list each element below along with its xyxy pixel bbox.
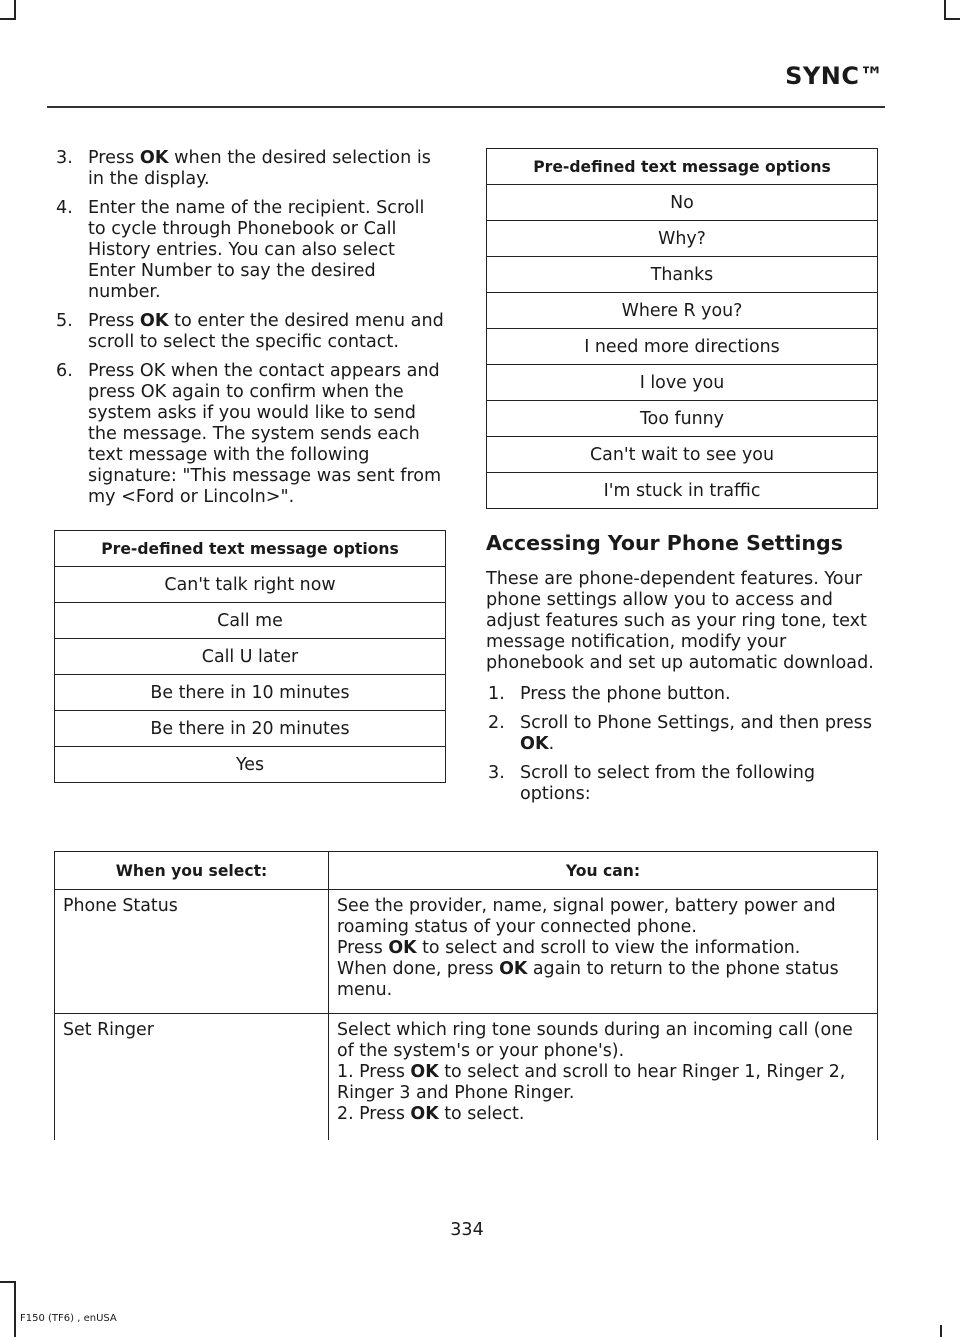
step-text: Press [88,311,140,331]
list-item [54,311,446,353]
line-bold-text: OK [499,959,528,979]
message-option: I love you [487,365,878,401]
crop-mark [14,0,16,20]
message-option: Why? [487,221,878,257]
message-option: Yes [55,747,446,783]
step-number: 2. [488,713,505,733]
line-text-end: to select. [438,1104,525,1124]
message-option: Call U later [55,639,446,675]
line-text: See the provider, name, signal power, battery power and roaming status of your connected phone. [337,896,836,937]
table-row [487,437,878,473]
phone-settings-table [54,851,878,1140]
description-line [337,938,869,959]
step-text: Press [88,148,140,168]
right-steps-list [486,684,878,805]
table-row [487,329,878,365]
line-text: Select which ring tone sounds during an incoming call (one of the system's or your phone's). [337,1020,853,1061]
predefined-messages-table-1 [54,530,446,783]
message-option: Thanks [487,257,878,293]
message-option: Be there in 10 minutes [55,675,446,711]
list-item [486,763,878,805]
table-header: Pre-defined text message options [55,531,446,567]
settings-table-wrapper [54,851,878,1140]
setting-name: Phone Status [55,890,329,1014]
message-option: Too funny [487,401,878,437]
step-text-end: to enter the desired menu and scroll to select the specific contact. [88,311,444,352]
description-line [337,896,869,938]
message-option: No [487,185,878,221]
table-row [55,567,446,603]
col-header-can: You can: [329,852,878,890]
table-row [487,473,878,509]
description-line [337,1062,869,1104]
step-bold-text: OK [139,311,169,331]
setting-description [329,890,878,1014]
message-option: Can't wait to see you [487,437,878,473]
description-line [337,959,869,1001]
crop-mark [14,1281,16,1337]
step-number: 6. [56,361,73,381]
setting-description [329,1014,878,1141]
list-item [486,684,878,705]
message-option: Where R you? [487,293,878,329]
message-option: Call me [55,603,446,639]
line-text-end: to select and scroll to view the information. [416,938,801,958]
table-row [487,185,878,221]
list-item [54,361,446,508]
step-number: 3. [56,148,73,168]
line-bold-text: OK [410,1104,439,1124]
table-row [55,603,446,639]
table-row [55,711,446,747]
crop-mark [940,1325,942,1337]
line-text: 2. Press [337,1104,411,1124]
list-item [54,148,446,190]
step-text: Press OK when the contact appears and press OK again to confirm when the system asks if you would like to send the message. The system sends each text message with the following signature: "This message was sent from my <Ford or Lincoln>". [88,361,442,507]
left-column [54,148,446,783]
table-row [55,1014,878,1141]
step-text: Press the phone button. [520,684,731,704]
setting-name: Set Ringer [55,1014,329,1141]
description-line [337,1104,869,1125]
message-option: I'm stuck in traffic [487,473,878,509]
step-number: 3. [488,763,505,783]
left-steps-list [54,148,446,508]
predefined-messages-table-2 [486,148,878,509]
section-paragraph: These are phone-dependent features. Your phone settings allow you to access and adjust features such as your ring tone, text message notification, modify your phonebook and set up automatic download. [486,569,874,673]
step-text: Scroll to select from the following options: [520,763,816,804]
line-text-end: to select and scroll to hear Ringer 1, Ringer 2, Ringer 3 and Phone Ringer. [337,1062,846,1103]
line-text: When done, press [337,959,500,979]
list-item [54,198,446,303]
message-option: Be there in 20 minutes [55,711,446,747]
step-bold-text: OK [139,148,169,168]
table-row [487,293,878,329]
step-number: 5. [56,311,73,331]
header-rule [47,106,885,108]
step-text: Enter the name of the recipient. Scroll to cycle through Phonebook or Call History entries. You can also select Enter Number to say the desired number. [88,198,425,302]
crop-mark [0,18,16,20]
list-item [486,713,878,755]
table-row [55,890,878,1014]
right-column [486,148,878,813]
message-option: I need more directions [487,329,878,365]
step-text-end: . [548,734,555,754]
line-text-end: again to return to the phone status menu. [337,959,839,1000]
line-bold-text: OK [388,938,417,958]
crop-mark [0,1281,16,1283]
table-row [487,365,878,401]
crop-mark [944,0,946,20]
line-text: Press [337,938,389,958]
header-title: SYNC™ [785,62,884,90]
table-row [487,257,878,293]
table-row [55,639,446,675]
table-header: Pre-defined text message options [487,149,878,185]
step-bold-text: OK [520,734,549,754]
step-text-end: when the desired selection is in the display. [88,148,431,189]
table-row [55,747,446,783]
step-number: 1. [488,684,505,704]
message-option: Can't talk right now [55,567,446,603]
col-header-select: When you select: [55,852,329,890]
description-line [337,1020,869,1062]
table-row [55,675,446,711]
step-number: 4. [56,198,73,218]
crop-mark [944,18,960,20]
step-text: Scroll to Phone Settings, and then press [520,713,872,733]
line-bold-text: OK [410,1062,439,1082]
page-number: 334 [450,1220,484,1240]
line-text: 1. Press [337,1062,411,1082]
table-row [487,221,878,257]
section-heading: Accessing Your Phone Settings [486,531,843,555]
table-row [487,401,878,437]
footer-text: F150 (TF6) , enUSA [20,1313,117,1324]
